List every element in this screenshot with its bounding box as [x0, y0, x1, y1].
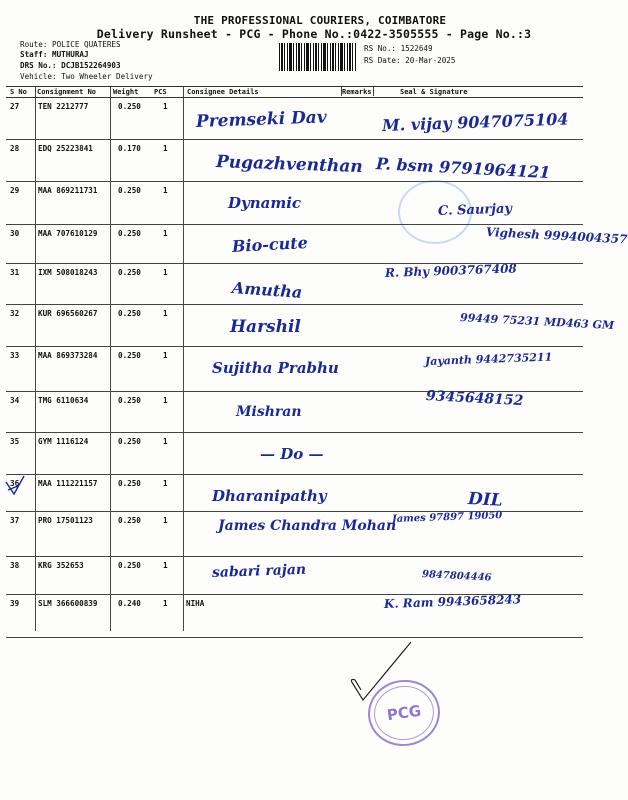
row-pcs: 1	[163, 479, 168, 488]
col-seal-signature: Seal & Signature	[400, 88, 468, 96]
rs-date: RS Date: 20-Mar-2025	[364, 56, 456, 65]
table-row	[6, 182, 583, 225]
table-row	[6, 433, 583, 475]
row-consignment-no: MAA 869373284	[38, 351, 98, 360]
col-pcs: PCS	[154, 88, 167, 96]
handwritten-consignee: Premseki Dav	[195, 107, 328, 132]
handwritten-signature: DIL	[467, 489, 504, 511]
row-sno: 31	[10, 268, 20, 277]
row-sno: 29	[10, 186, 20, 195]
table-header	[6, 87, 583, 98]
rs-number: RS No.: 1522649	[364, 44, 433, 53]
row-consignment-no: KUR 696560267	[38, 309, 98, 318]
table-row	[6, 592, 583, 638]
row-weight: 0.250	[118, 516, 141, 525]
handwritten-consignee: Pugazhventhan	[215, 152, 363, 178]
row-weight: 0.170	[118, 144, 141, 153]
handwritten-signature: K. Ram 9943658243	[383, 592, 522, 611]
row-pcs: 1	[163, 351, 168, 360]
table-row	[6, 475, 583, 512]
handwritten-signature: 99449 75231 MD463 GM	[459, 311, 615, 333]
table-row	[6, 98, 583, 140]
col-consignee: Consignee Details	[187, 88, 259, 96]
company-name: THE PROFESSIONAL COURIERS, COIMBATORE	[193, 14, 447, 27]
runsheet-title: Delivery Runsheet - PCG - Phone No.:0422-3505555 - Page No.:3	[96, 27, 532, 41]
row-weight: 0.250	[118, 351, 141, 360]
table-row	[6, 388, 583, 433]
handwritten-signature: R. Bhy 9003767408	[384, 261, 518, 280]
row-consignment-no: KRG 352653	[38, 561, 84, 570]
row-sno: 28	[10, 144, 20, 153]
table-row	[6, 512, 583, 557]
row-consignment-no: TMG 6110634	[38, 396, 89, 405]
row-sno: 35	[10, 437, 20, 446]
row-sno: 27	[10, 102, 20, 111]
check-mark-icon	[4, 474, 26, 498]
row-weight: 0.250	[118, 102, 141, 111]
col-weight: Weight	[113, 88, 139, 96]
row-pcs: 1	[163, 437, 168, 446]
row-sno: 34	[10, 396, 20, 405]
table-row	[6, 557, 583, 595]
staff-label: Staff: MUTHURAJ	[20, 50, 89, 59]
row-weight: 0.250	[118, 479, 141, 488]
row-consignee-printed: NIHA	[186, 599, 205, 608]
row-weight: 0.250	[118, 396, 141, 405]
row-pcs: 1	[163, 561, 168, 570]
runsheet-table	[6, 86, 628, 638]
col-consignment: Consignment No	[37, 88, 97, 96]
handwritten-signature: C. Saurjay	[437, 201, 513, 219]
row-pcs: 1	[163, 186, 168, 195]
vehicle-label: Vehicle: Two Wheeler Delivery	[20, 72, 153, 81]
check-mark-icon	[345, 640, 415, 710]
handwritten-signature: 9345648152	[425, 388, 524, 410]
row-sno: 37	[10, 516, 20, 525]
row-weight: 0.250	[118, 561, 141, 570]
row-sno: 33	[10, 351, 20, 360]
row-pcs: 1	[163, 396, 168, 405]
handwritten-consignee: — Do —	[260, 445, 324, 463]
handwritten-consignee: Sujitha Prabhu	[212, 359, 339, 377]
row-consignment-no: MAA 707610129	[38, 229, 98, 238]
handwritten-consignee: Harshil	[230, 317, 301, 337]
row-sno: 32	[10, 309, 20, 318]
row-pcs: 1	[163, 599, 168, 608]
row-consignment-no: IXM 508018243	[38, 268, 98, 277]
row-pcs: 1	[163, 144, 168, 153]
row-weight: 0.240	[118, 599, 141, 608]
row-consignment-no: EDQ 25223841	[38, 144, 93, 153]
handwritten-consignee: Amutha	[231, 278, 303, 302]
handwritten-signature: 9847804446	[421, 569, 492, 584]
row-consignment-no: GYM 1116124	[38, 437, 89, 446]
handwritten-consignee: Dynamic	[228, 194, 302, 212]
handwritten-signature: James 97897 19050	[391, 510, 503, 525]
row-pcs: 1	[163, 516, 168, 525]
row-consignment-no: MAA 111221157	[38, 479, 98, 488]
col-remarks: Remarks	[342, 88, 372, 96]
row-weight: 0.250	[118, 437, 141, 446]
drs-number: DRS No.: DCJB152264903	[20, 61, 121, 70]
row-consignment-no: MAA 869211731	[38, 186, 98, 195]
handwritten-consignee: Dharanipathy	[212, 487, 327, 505]
row-sno: 36	[10, 479, 20, 488]
table-row	[6, 140, 583, 182]
row-sno: 30	[10, 229, 20, 238]
handwritten-signature: Vighesh 9994004357	[485, 225, 628, 247]
barcode	[279, 43, 357, 71]
row-weight: 0.250	[118, 268, 141, 277]
row-pcs: 1	[163, 102, 168, 111]
row-consignment-no: PRO 17501123	[38, 516, 93, 525]
handwritten-signature: P. bsm 9791964121	[375, 154, 551, 183]
row-consignment-no: SLM 366600839	[38, 599, 98, 608]
table-row	[6, 261, 583, 305]
row-weight: 0.250	[118, 186, 141, 195]
row-pcs: 1	[163, 229, 168, 238]
table-row	[6, 305, 615, 347]
row-sno: 39	[10, 599, 20, 608]
row-pcs: 1	[163, 309, 168, 318]
handwritten-signature: M. vijay 9047075104	[381, 109, 569, 135]
route-label: Route: POLICE QUATERES	[20, 40, 121, 49]
handwritten-consignee: James Chandra Mohan	[218, 518, 397, 534]
handwritten-consignee: Mishran	[236, 404, 302, 420]
row-weight: 0.250	[118, 229, 141, 238]
table-row	[6, 225, 628, 264]
col-sno: S No	[10, 88, 27, 96]
row-sno: 38	[10, 561, 20, 570]
row-pcs: 1	[163, 268, 168, 277]
handwritten-consignee: sabari rajan	[211, 561, 307, 581]
pcg-stamp: PCG	[364, 675, 444, 750]
row-weight: 0.250	[118, 309, 141, 318]
table-row	[6, 347, 583, 392]
handwritten-consignee: Bio-cute	[231, 233, 309, 256]
row-consignment-no: TEN 2212777	[38, 102, 89, 111]
handwritten-signature: Jayanth 9442735211	[424, 350, 553, 368]
